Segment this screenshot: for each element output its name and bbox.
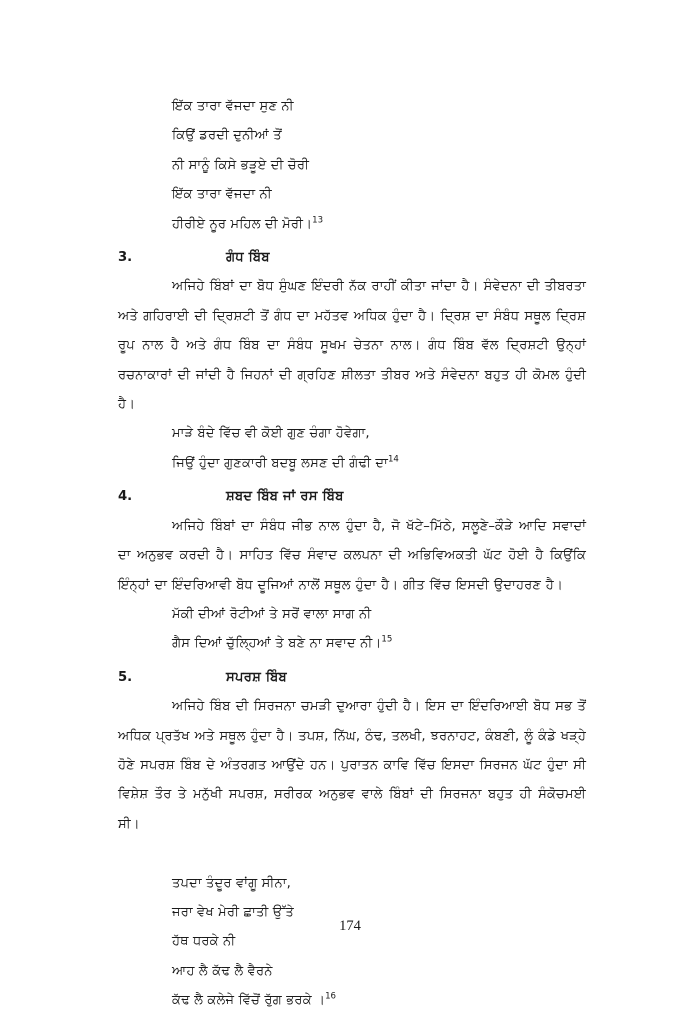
quote-line xyxy=(118,629,586,658)
quote-block-5 xyxy=(118,869,586,1016)
quote-text: ਜਿਉਂ ਹੁੰਦਾ ਗੁਣਕਾਰੀ ਬਦਬੂ ਲਸਣ ਦੀ ਗੰਢੀ ਦਾ xyxy=(172,455,388,471)
quote-text: ਮਾੜੇ ਬੰਦੇ ਵਿੱਚ ਵੀ ਕੋਈ ਗੁਣ ਚੰਗਾ ਹੋਵੇਗਾ, xyxy=(172,426,370,442)
quote-text: ਜਰਾ ਵੇਖ ਮੇਰੀ ਛਾਤੀ ਉੱਤੇ xyxy=(172,904,294,920)
section-number: 4. xyxy=(118,489,133,505)
section-number: 3. xyxy=(118,250,133,266)
page-content xyxy=(118,92,586,1016)
verse-text: ਹੀਰੀਏ ਨੂਰ ਮਹਿਲ ਦੀ ਮੋਰੀ। xyxy=(172,216,313,232)
verse-line xyxy=(118,151,586,180)
quote-block-3 xyxy=(118,419,586,478)
quote-line xyxy=(118,449,586,478)
section-body-paragraph: ਅਜਿਹੇ ਬਿੰਬਾਂ ਦਾ ਸੰਬੰਧ ਜੀਭ ਨਾਲ ਹੁੰਦਾ ਹੈ, ਜੋ ਖੱਟੇ–ਮਿੱਠੇ, ਸਲੂਣੇ–ਕੌੜੇ ਆਦਿ ਸਵਾਦਾਂ ਦਾ ਅਨੁਭਵ ਕਰਦੀ ਹੈ। ਸਾਹਿਤ ਵਿੱਚ ਸੰਵਾਦ ਕਲਪਨਾ ਦੀ ਅਭਿਵਿਅਕਤੀ ਘੱਟ ਹੋਈ ਹੈ ਕਿਉਂਕਿ ਇੰਨ੍ਹਾਂ ਦਾ ਇੰਦਰਿਆਵੀ ਬੋਧ ਦੂਜਿਆਂ ਨਾਲੋਂ ਸਥੂਲ ਹੁੰਦਾ ਹੈ। ਗੀਤ ਵਿੱਚ ਇਸਦੀ ਉਦਾਹਰਣ ਹੈ। xyxy=(118,518,586,593)
section-title: ਸ਼ਬਦ ਬਿੰਬ ਜਾਂ ਰਸ ਬਿੰਬ xyxy=(226,489,344,505)
section-heading-5 xyxy=(118,663,586,692)
verse-text: ਨੀ ਸਾਨੂੰ ਕਿਸੇ ਭੜੂਏ ਦੀ ਚੋਰੀ xyxy=(172,157,310,173)
footnote-marker: 13 xyxy=(312,215,324,226)
quote-line xyxy=(118,600,586,629)
quote-text: ਮੱਕੀ ਦੀਆਂ ਰੋਟੀਆਂ ਤੇ ਸਰੋਂ ਵਾਲਾ ਸਾਗ ਨੀ xyxy=(172,606,372,622)
quote-text: ਕੱਢ ਲੈ ਕਲੇਜੇ ਵਿੱਚੋਂ ਰੁੱਗ ਭਰਕੇ । xyxy=(172,993,326,1009)
section-heading-3 xyxy=(118,243,586,272)
verse-line xyxy=(118,210,586,239)
quote-text: ਗੈਸ ਦਿਆਂ ਚੁੱਲ੍ਹਿਆਂ ਤੇ ਬਣੇ ਨਾ ਸਵਾਦ ਨੀ। xyxy=(172,636,382,652)
quote-text: ਹੱਥ ਧਰਕੇ ਨੀ xyxy=(172,934,236,950)
verse-line xyxy=(118,92,586,121)
verse-line xyxy=(118,121,586,150)
section-heading-4 xyxy=(118,482,586,511)
footnote-marker: 16 xyxy=(325,991,337,1002)
quote-line xyxy=(118,869,586,898)
section-title: ਸਪਰਸ਼ ਬਿੰਬ xyxy=(226,669,287,685)
quote-text: ਤਪਦਾ ਤੰਦੂਰ ਵਾਂਗੂ ਸੀਨਾ, xyxy=(172,875,291,891)
quote-line xyxy=(118,419,586,448)
footnote-marker: 14 xyxy=(387,454,399,465)
quote-line xyxy=(118,986,586,1015)
footnote-marker: 15 xyxy=(381,634,393,645)
page-number: 174 xyxy=(339,918,361,934)
quote-block-4 xyxy=(118,600,586,659)
quote-line xyxy=(118,957,586,986)
section-number: 5. xyxy=(118,669,133,685)
verse-text: ਇੱਕ ਤਾਰਾ ਵੱਜਦਾ ਸੁਣ ਨੀ xyxy=(172,99,294,114)
quote-text: ਆਹ ਲੈ ਕੱਢ ਲੈ ਵੈਰਨੇ xyxy=(172,963,273,979)
section-title: ਗੰਧ ਬਿੰਬ xyxy=(226,250,270,266)
section-body-paragraph: ਅਜਿਹੇ ਬਿੰਬਾਂ ਦਾ ਬੋਧ ਸੁੰਘਣ ਇੰਦਰੀ ਨੱਕ ਰਾਹੀਂ ਕੀਤਾ ਜਾਂਦਾ ਹੈ। ਸੰਵੇਦਨਾ ਦੀ ਤੀਬਰਤਾ ਅਤੇ ਗਹਿਰਾਈ ਦੀ ਦ੍ਰਿਸ਼ਟੀ ਤੋਂ ਗੰਧ ਦਾ ਮਹੱਤਵ ਅਧਿਕ ਹੁੰਦਾ ਹੈ। ਦ੍ਰਿਸ਼ ਦਾ ਸੰਬੰਧ ਸਥੂਲ ਦ੍ਰਿਸ਼ ਰੂਪ ਨਾਲ ਹੈ ਅਤੇ ਗੰਧ ਬਿੰਬ ਦਾ ਸੰਬੰਧ ਸੂਖਮ ਚੇਤਨਾ ਨਾਲ। ਗੰਧ ਬਿੰਬ ਵੱਲ ਦ੍ਰਿਸ਼ਟੀ ਉਨ੍ਹਾਂ ਰਚਨਾਕਾਰਾਂ ਦੀ ਜਾਂਦੀ ਹੈ ਜਿਹਨਾਂ ਦੀ ਗ੍ਰਹਿਣ ਸ਼ੀਲਤਾ ਤੀਬਰ ਅਤੇ ਸੰਵੇਦਨਾ ਬਹੁਤ ਹੀ ਕੋਮਲ ਹੁੰਦੀ ਹੈ। xyxy=(118,279,586,413)
section-body-paragraph: ਅਜਿਹੇ ਬਿੰਬ ਦੀ ਸਿਰਜਨਾ ਚਮੜੀ ਦੁਆਰਾ ਹੁੰਦੀ ਹੈ। ਇਸ ਦਾ ਇੰਦਰਿਆਈ ਬੋਧ ਸਭ ਤੋਂ ਅਧਿਕ ਪ੍ਰਤੱਖ ਅਤੇ ਸਥੂਲ ਹੁੰਦਾ ਹੈ। ਤਪਸ਼, ਨਿੱਘ, ਠੰਢ, ਤਲਖੀ, ਝਰਨਾਹਟ, ਕੰਬਣੀ, ਲੂੰ ਕੰਡੇ ਖੜ੍ਹੇ ਹੋਣੇ ਸਪਰਸ਼ ਬਿੰਬ ਦੇ ਅੰਤਰਗਤ ਆਉਂਦੇ ਹਨ। ਪੁਰਾਤਨ ਕਾਵਿ ਵਿੱਚ ਇਸਦਾ ਸਿਰਜਨ ਘੱਟ ਹੁੰਦਾ ਸੀ ਵਿਸ਼ੇਸ਼ ਤੌਰ ਤੇ ਮਨੁੱਖੀ ਸਪਰਸ਼, ਸਰੀਰਕ ਅਨੁਭਵ ਵਾਲੇ ਬਿੰਬਾਂ ਦੀ ਸਿਰਜਨਾ ਬਹੁਤ ਹੀ ਸੰਕੋਚਮਈ ਸੀ। xyxy=(118,699,586,832)
verse-text: ਇੱਕ ਤਾਰਾ ਵੱਜਦਾ ਨੀ xyxy=(172,187,272,203)
verse-line xyxy=(118,180,586,209)
verse-text: ਕਿਉਂ ਡਰਦੀ ਦੁਨੀਆਂ ਤੋਂ xyxy=(172,128,282,144)
verse-block-top xyxy=(118,92,586,239)
